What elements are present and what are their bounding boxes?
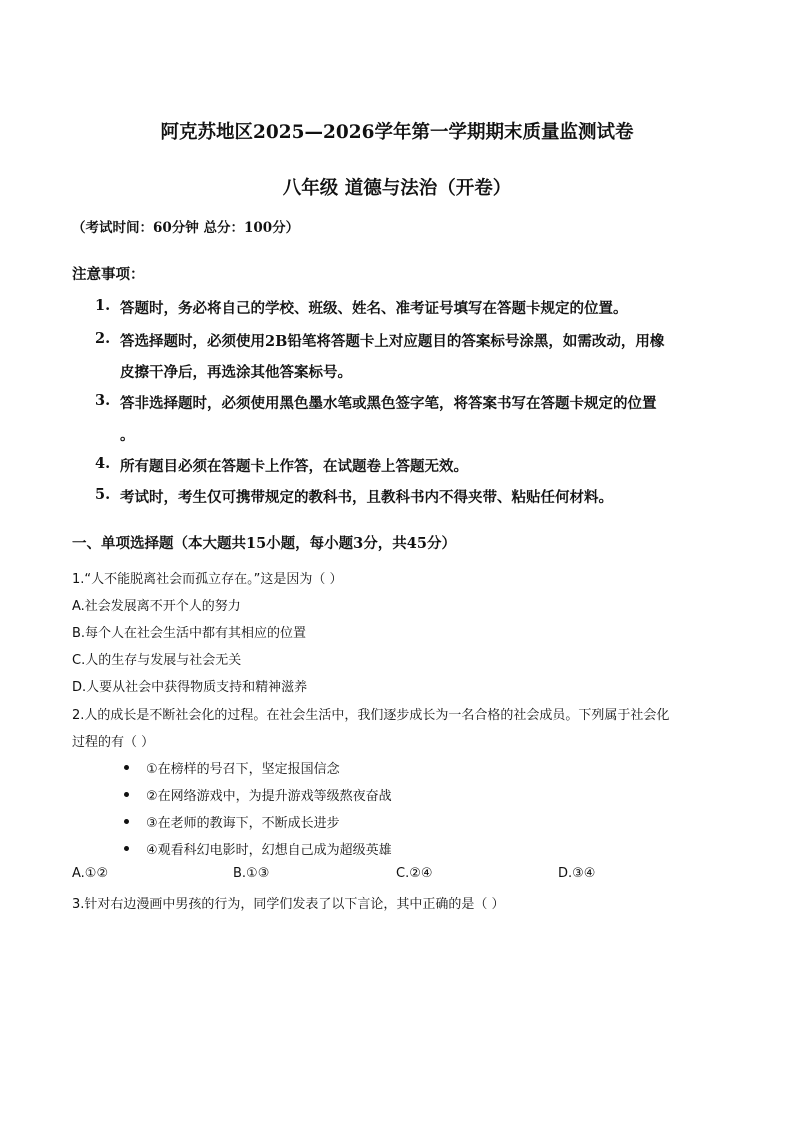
option-a: A.①②	[72, 866, 109, 881]
statement-item: ③在老师的教诲下，不断成长进步	[146, 816, 340, 831]
page-title: 阿克苏地区2025—2026学年第一学期期末质量监测试卷	[160, 122, 634, 143]
bullet-icon	[124, 792, 129, 797]
notice-item-number: 3.	[95, 392, 111, 409]
bullet-icon	[124, 846, 129, 851]
question-stem: 1.“人不能脱离社会而孤立存在。”这是因为（ ）	[72, 572, 343, 587]
notice-item-text: 所有题目必须在答题卡上作答，在试题卷上答题无效。	[120, 458, 468, 475]
question-stem: 2.人的成长是不断社会化的过程。在社会生活中，我们逐步成长为一名合格的社会成员。下列属于社会化	[72, 708, 670, 723]
option-d: D.③④	[558, 866, 596, 881]
notice-item-number: 5.	[95, 486, 111, 503]
notice-item-number: 2.	[95, 330, 111, 347]
statement-item: ①在榜样的号召下，坚定报国信念	[146, 762, 340, 777]
notice-item-text: 答非选择题时，必须使用黑色墨水笔或黑色签字笔，将答案书写在答题卡规定的位置	[120, 395, 657, 412]
notice-item-text: 。	[120, 427, 135, 444]
option-d: D.人要从社会中获得物质支持和精神滋养	[72, 680, 308, 695]
notice-item-text: 考试时，考生仅可携带规定的教科书，且教科书内不得夹带、粘贴任何材料。	[120, 489, 613, 506]
option-c: C.②④	[396, 866, 433, 881]
option-b: B.①③	[233, 866, 270, 881]
option-a: A.社会发展离不开个人的努力	[72, 599, 241, 614]
option-b: B.每个人在社会生活中都有其相应的位置	[72, 626, 307, 641]
page-subtitle: 八年级 道德与法治（开卷）	[282, 178, 512, 199]
notice-item-text: 答题时，务必将自己的学校、班级、姓名、准考证号填写在答题卡规定的位置。	[120, 300, 628, 317]
notice-item-number: 1.	[95, 297, 111, 314]
notice-item-text: 答选择题时，必须使用2B铅笔将答题卡上对应题目的答案标号涂黑，如需改动，用橡	[120, 333, 665, 350]
option-c: C.人的生存与发展与社会无关	[72, 653, 242, 668]
exam-info: （考试时间：60分钟 总分：100分）	[72, 220, 300, 236]
statement-item: ②在网络游戏中，为提升游戏等级熬夜奋战	[146, 789, 392, 804]
section-heading: 一、单项选择题（本大题共15小题，每小题3分，共45分）	[72, 535, 456, 552]
notice-item-number: 4.	[95, 455, 111, 472]
bullet-icon	[124, 765, 129, 770]
question-stem: 3.针对右边漫画中男孩的行为，同学们发表了以下言论，其中正确的是（ ）	[72, 897, 505, 912]
statement-item: ④观看科幻电影时，幻想自己成为超级英雄	[146, 843, 392, 858]
question-stem-continued: 过程的有（ ）	[72, 735, 155, 750]
bullet-icon	[124, 819, 129, 824]
notice-item-text: 皮擦干净后，再选涂其他答案标号。	[120, 364, 352, 381]
notice-heading: 注意事项：	[72, 266, 145, 283]
